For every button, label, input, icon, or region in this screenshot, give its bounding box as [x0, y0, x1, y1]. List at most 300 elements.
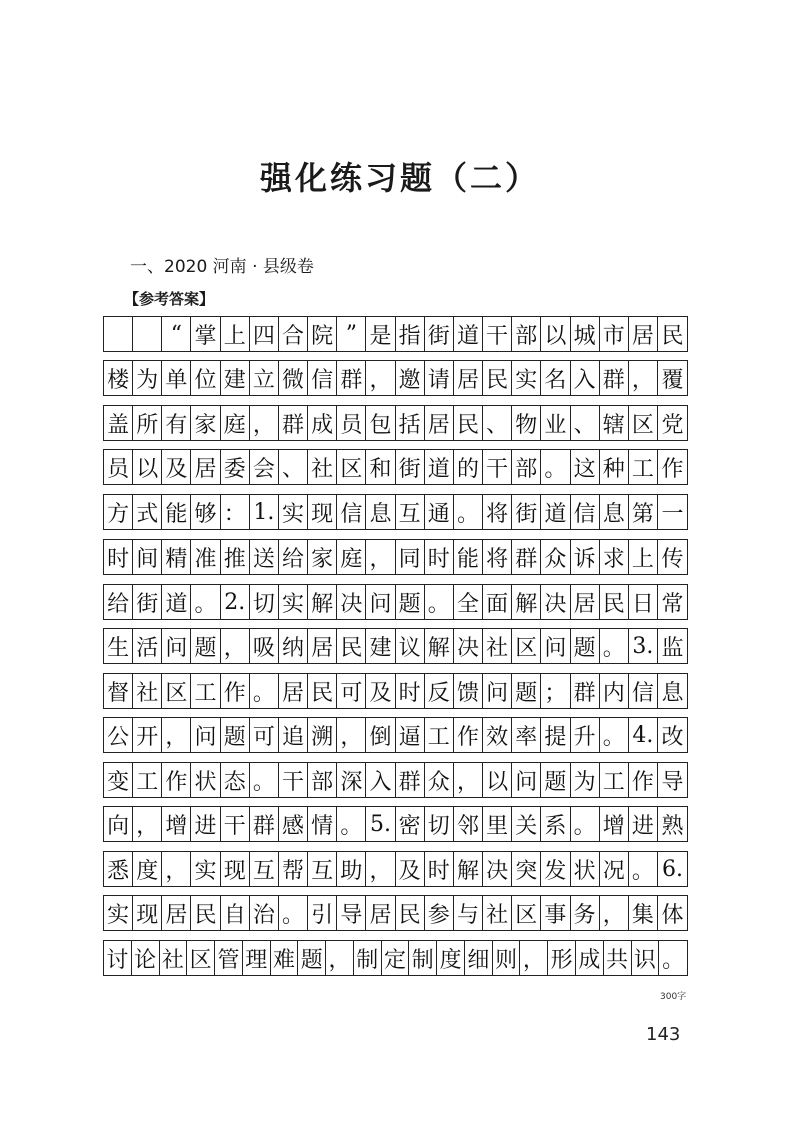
grid-cell: 居	[366, 896, 395, 930]
grid-cell: 及	[396, 852, 425, 886]
grid-cell: 率	[512, 718, 541, 752]
grid-cell: 论	[132, 941, 160, 975]
grid-cell: 信	[571, 495, 600, 529]
grid-cell: 够	[191, 495, 220, 529]
grid-cell: 括	[396, 406, 425, 440]
grid-cell: 民	[483, 361, 512, 395]
grid-cell: 准	[191, 540, 220, 574]
grid-cell: 民	[191, 896, 220, 930]
grid-cell: 邻	[454, 807, 483, 841]
grid-cell: 悉	[104, 852, 133, 886]
grid-cell: 以	[541, 317, 570, 351]
grid-cell: 常	[661, 591, 684, 617]
grid-cell: 工	[600, 763, 629, 797]
grid-cell: 题	[571, 629, 600, 663]
grid-cell: 请	[425, 361, 454, 395]
grid-cell: 追	[279, 718, 308, 752]
grid-cell: 讨	[104, 941, 132, 975]
grid-cell: 民	[396, 896, 425, 930]
grid-row	[103, 895, 688, 931]
grid-cell: 居	[191, 450, 220, 484]
grid-cell: 庭	[337, 540, 366, 574]
grid-cell: 街	[425, 317, 454, 351]
grid-cell: 居	[308, 629, 337, 663]
grid-cell: 工	[425, 718, 454, 752]
grid-cell: 诉	[571, 540, 600, 574]
grid-cell: 邀	[396, 361, 425, 395]
grid-cell: 居	[571, 585, 600, 619]
grid-cell: 通	[425, 495, 454, 529]
grid-cell: 这	[571, 450, 600, 484]
grid-cell: ：	[221, 495, 250, 529]
grid-cell: 名	[541, 361, 570, 395]
grid-cell: 会	[250, 450, 279, 484]
grid-cell: 以	[133, 450, 162, 484]
grid-cell: 区	[187, 941, 215, 975]
grid-cell: 。	[425, 585, 454, 619]
grid-cell: 决	[454, 629, 483, 663]
grid-cell: 现	[133, 896, 162, 930]
grid-cell: 传	[661, 546, 684, 572]
grid-cell: 部	[512, 450, 541, 484]
grid-row	[103, 539, 688, 575]
grid-cell: 增	[600, 807, 629, 841]
grid-cell: 作	[221, 674, 250, 708]
grid-cell: 社	[308, 450, 337, 484]
grid-cell: 增	[162, 807, 191, 841]
grid-cell	[133, 317, 162, 351]
grid-cell: 区	[162, 674, 191, 708]
grid-cell: 建	[221, 361, 250, 395]
grid-cell: 方	[104, 495, 133, 529]
grid-cell: 。	[600, 629, 629, 663]
grid-cell: 理	[243, 941, 271, 975]
grid-row	[103, 851, 688, 887]
grid-cell: 员	[104, 450, 133, 484]
grid-cell: 有	[162, 406, 191, 440]
grid-cell: 民	[337, 629, 366, 663]
grid-cell: 信	[629, 674, 658, 708]
grid-cell: 道	[454, 317, 483, 351]
grid-cell: 导	[337, 896, 366, 930]
grid-cell: 面	[483, 585, 512, 619]
grid-cell: 社	[133, 674, 162, 708]
grid-cell: 实	[191, 852, 220, 886]
grid-cell: 道	[541, 495, 570, 529]
grid-cell: 细	[465, 941, 493, 975]
grid-cell: 切	[250, 585, 279, 619]
grid-cell: 自	[221, 896, 250, 930]
grid-cell: 群	[396, 763, 425, 797]
grid-cell: 建	[366, 629, 395, 663]
grid-cell: 题	[396, 585, 425, 619]
grid-cell: 实	[279, 585, 308, 619]
grid-row	[103, 673, 688, 709]
grid-cell: 纳	[279, 629, 308, 663]
grid-cell: 作	[629, 763, 658, 797]
grid-cell: 度	[437, 941, 465, 975]
grid-cell: 道	[425, 450, 454, 484]
grid-cell: 感	[279, 807, 308, 841]
grid-row	[103, 360, 688, 396]
grid-cell: 决	[541, 585, 570, 619]
grid-cell: 监	[661, 635, 684, 661]
grid-cell: 问	[191, 718, 220, 752]
grid-cell: 4.	[629, 718, 658, 752]
grid-cell: 种	[600, 450, 629, 484]
grid-cell: 问	[366, 585, 395, 619]
grid-cell: 包	[366, 406, 395, 440]
grid-cell: 体	[661, 902, 684, 928]
grid-cell: ；	[541, 674, 570, 708]
grid-cell: 区	[512, 896, 541, 930]
grid-cell: 形	[548, 941, 576, 975]
grid-row	[103, 584, 688, 620]
grid-cell: 则	[493, 941, 521, 975]
grid-cell: ，	[250, 406, 279, 440]
grid-cell: 式	[133, 495, 162, 529]
grid-cell: 能	[454, 540, 483, 574]
grid-cell: 是	[366, 317, 395, 351]
grid-cell: 互	[308, 852, 337, 886]
grid-cell: ，	[133, 807, 162, 841]
grid-cell: 逼	[396, 718, 425, 752]
grid-cell: 众	[541, 540, 570, 574]
grid-cell: 情	[308, 807, 337, 841]
grid-cell: ，	[221, 629, 250, 663]
grid-cell: 楼	[104, 361, 133, 395]
grid-cell: 干	[221, 807, 250, 841]
grid-cell: 民	[661, 323, 684, 349]
grid-cell: 业	[541, 406, 570, 440]
grid-row	[103, 717, 688, 753]
grid-cell: 定	[382, 941, 410, 975]
grid-cell: 。	[250, 674, 279, 708]
grid-cell: 态	[221, 763, 250, 797]
grid-cell	[104, 317, 133, 351]
page-number: 143	[646, 1024, 681, 1045]
grid-cell: 实	[104, 896, 133, 930]
grid-cell: 指	[396, 317, 425, 351]
grid-cell: 街	[133, 585, 162, 619]
grid-cell: 馈	[454, 674, 483, 708]
grid-cell: 群	[512, 540, 541, 574]
grid-cell: 助	[337, 852, 366, 886]
grid-cell: 委	[221, 450, 250, 484]
grid-cell: 可	[337, 674, 366, 708]
grid-cell: ，	[600, 896, 629, 930]
grid-cell: 间	[133, 540, 162, 574]
grid-cell: 反	[425, 674, 454, 708]
grid-cell: 为	[133, 361, 162, 395]
grid-cell: 。	[454, 495, 483, 529]
grid-cell: 第	[629, 495, 658, 529]
grid-cell: 社	[160, 941, 188, 975]
grid-cell: 日	[629, 585, 658, 619]
grid-cell: 息	[366, 495, 395, 529]
grid-cell: 区	[512, 629, 541, 663]
grid-cell: 题	[512, 674, 541, 708]
grid-cell: ，	[366, 361, 395, 395]
grid-cell: 制	[409, 941, 437, 975]
grid-cell: 识	[632, 941, 660, 975]
grid-cell: 题	[298, 941, 326, 975]
grid-cell: 。	[250, 763, 279, 797]
grid-cell: 全	[454, 585, 483, 619]
grid-cell: 入	[571, 361, 600, 395]
grid-cell: 时	[425, 540, 454, 574]
grid-cell: 可	[250, 718, 279, 752]
grid-row	[103, 405, 688, 441]
grid-cell: 所	[133, 406, 162, 440]
grid-cell: 改	[661, 724, 684, 750]
grid-cell: 题	[221, 718, 250, 752]
grid-cell: 。	[279, 896, 308, 930]
grid-cell: 集	[629, 896, 658, 930]
grid-cell: 倒	[366, 718, 395, 752]
grid-cell: 1.	[250, 495, 279, 529]
grid-cell: 员	[337, 406, 366, 440]
grid-cell: 度	[133, 852, 162, 886]
grid-cell: 效	[483, 718, 512, 752]
grid-cell: 覆	[661, 367, 684, 393]
grid-cell: 。	[600, 718, 629, 752]
grid-cell: 成	[308, 406, 337, 440]
grid-cell: 社	[483, 629, 512, 663]
grid-cell: 将	[483, 495, 512, 529]
grid-cell: 2.	[221, 585, 250, 619]
grid-cell: 导	[661, 769, 684, 795]
grid-cell: 现	[308, 495, 337, 529]
grid-cell: 同	[396, 540, 425, 574]
grid-cell: 精	[162, 540, 191, 574]
grid-cell: ，	[162, 718, 191, 752]
grid-cell: 家	[191, 406, 220, 440]
answer-label: 【参考答案】	[124, 290, 215, 308]
grid-cell: 立	[250, 361, 279, 395]
grid-cell: 开	[133, 718, 162, 752]
grid-cell: 干	[483, 450, 512, 484]
grid-cell: 时	[104, 540, 133, 574]
grid-cell: 信	[337, 495, 366, 529]
grid-cell: ，	[162, 852, 191, 886]
grid-cell: ，	[337, 718, 366, 752]
grid-cell: 问	[541, 629, 570, 663]
grid-cell: 民	[600, 585, 629, 619]
grid-cell: 群	[337, 361, 366, 395]
grid-cell: 物	[512, 406, 541, 440]
grid-cell: 四	[250, 317, 279, 351]
grid-cell: 制	[354, 941, 382, 975]
grid-cell: 干	[279, 763, 308, 797]
grid-row	[103, 628, 688, 664]
grid-cell: 互	[396, 495, 425, 529]
section-heading: 一、2020 河南 · 县级卷	[130, 257, 314, 277]
grid-cell: 决	[483, 852, 512, 886]
grid-row	[103, 449, 688, 485]
grid-cell: 现	[221, 852, 250, 886]
grid-cell: 辖	[600, 406, 629, 440]
grid-cell: 群	[571, 674, 600, 708]
grid-row	[103, 316, 688, 352]
grid-cell: 难	[271, 941, 299, 975]
grid-cell: 市	[600, 317, 629, 351]
grid-cell: ，	[326, 941, 354, 975]
grid-cell: 生	[104, 629, 133, 663]
grid-cell: 内	[600, 674, 629, 708]
grid-cell: 给	[279, 540, 308, 574]
grid-cell: 部	[512, 317, 541, 351]
grid-cell: 盖	[104, 406, 133, 440]
grid-cell: 问	[483, 674, 512, 708]
grid-cell: 实	[279, 495, 308, 529]
grid-cell: 系	[541, 807, 570, 841]
grid-cell: ，	[629, 361, 658, 395]
grid-cell: 党	[661, 412, 684, 438]
grid-cell: 互	[250, 852, 279, 886]
grid-cell: 密	[396, 807, 425, 841]
grid-cell: 工	[629, 450, 658, 484]
grid-cell: 状	[571, 852, 600, 886]
grid-cell: “	[162, 317, 191, 351]
grid-cell: 解	[512, 585, 541, 619]
grid-cell: 微	[279, 361, 308, 395]
grid-cell: 深	[337, 763, 366, 797]
grid-cell: 干	[483, 317, 512, 351]
grid-cell: 众	[425, 763, 454, 797]
grid-cell: 推	[221, 540, 250, 574]
grid-cell: 议	[396, 629, 425, 663]
grid-cell: 群	[600, 361, 629, 395]
grid-cell: 里	[483, 807, 512, 841]
grid-cell: 解	[454, 852, 483, 886]
grid-cell: 居	[162, 896, 191, 930]
grid-cell: 突	[512, 852, 541, 886]
grid-cell: 民	[308, 674, 337, 708]
grid-cell: 单	[162, 361, 191, 395]
grid-cell: 能	[162, 495, 191, 529]
grid-cell: 、	[279, 450, 308, 484]
grid-cell: 问	[162, 629, 191, 663]
grid-cell: 提	[541, 718, 570, 752]
grid-cell: 况	[600, 852, 629, 886]
grid-cell: 引	[308, 896, 337, 930]
grid-cell: ”	[337, 317, 366, 351]
grid-cell: 。	[571, 807, 600, 841]
grid-cell: 共	[604, 941, 632, 975]
grid-cell: 解	[308, 585, 337, 619]
grid-cell: 变	[104, 763, 133, 797]
grid-cell: 民	[454, 406, 483, 440]
grid-cell: 居	[629, 317, 658, 351]
grid-cell: 社	[483, 896, 512, 930]
grid-row	[103, 940, 688, 976]
grid-cell: 居	[425, 406, 454, 440]
grid-cell: 居	[279, 674, 308, 708]
grid-cell: 作	[661, 456, 684, 482]
grid-cell: 求	[600, 540, 629, 574]
grid-cell: 作	[454, 718, 483, 752]
grid-cell: 庭	[221, 406, 250, 440]
grid-cell: 熟	[661, 813, 684, 839]
grid-cell: 入	[366, 763, 395, 797]
grid-cell: 问	[512, 763, 541, 797]
grid-cell: 、	[483, 406, 512, 440]
grid-cell: 6.	[662, 856, 684, 882]
grid-cell: 群	[250, 807, 279, 841]
grid-cell: 成	[576, 941, 604, 975]
grid-cell: 进	[629, 807, 658, 841]
grid-row	[103, 806, 688, 842]
grid-cell: 。	[191, 585, 220, 619]
grid-cell: 街	[396, 450, 425, 484]
grid-cell: 题	[191, 629, 220, 663]
grid-cell: 解	[425, 629, 454, 663]
grid-cell: 位	[191, 361, 220, 395]
grid-cell: ，	[366, 540, 395, 574]
grid-cell: 息	[600, 495, 629, 529]
grid-cell: 的	[454, 450, 483, 484]
grid-cell: 时	[396, 674, 425, 708]
grid-cell: 部	[308, 763, 337, 797]
grid-cell: 实	[512, 361, 541, 395]
grid-cell: 工	[133, 763, 162, 797]
grid-cell: 时	[425, 852, 454, 886]
grid-cell: 上	[629, 540, 658, 574]
grid-cell: 。	[662, 947, 685, 973]
grid-cell: 给	[104, 585, 133, 619]
grid-cell: 督	[104, 674, 133, 708]
grid-cell: 。	[541, 450, 570, 484]
grid-cell: 群	[279, 406, 308, 440]
grid-cell: 题	[541, 763, 570, 797]
grid-cell: 掌	[191, 317, 220, 351]
grid-cell: ，	[454, 763, 483, 797]
grid-cell: 管	[215, 941, 243, 975]
grid-cell: 参	[425, 896, 454, 930]
grid-cell: 一	[661, 501, 684, 527]
grid-cell: 溯	[308, 718, 337, 752]
grid-cell: 作	[162, 763, 191, 797]
grid-cell: 升	[571, 718, 600, 752]
grid-cell: 街	[512, 495, 541, 529]
grid-row	[103, 762, 688, 798]
page-title: 强化练习题（二）	[259, 159, 540, 197]
grid-cell: 道	[162, 585, 191, 619]
grid-cell: 区	[629, 406, 658, 440]
grid-cell: ，	[366, 852, 395, 886]
grid-cell: 及	[162, 450, 191, 484]
grid-cell: 向	[104, 807, 133, 841]
grid-cell: 院	[308, 317, 337, 351]
grid-cell: 和	[366, 450, 395, 484]
word-count: 300字	[660, 992, 687, 1002]
grid-cell: 活	[133, 629, 162, 663]
grid-cell: 与	[454, 896, 483, 930]
grid-cell: 为	[571, 763, 600, 797]
grid-cell: 以	[483, 763, 512, 797]
grid-cell: 公	[104, 718, 133, 752]
grid-cell: 家	[308, 540, 337, 574]
grid-cell: 。	[629, 852, 658, 886]
grid-cell: 居	[454, 361, 483, 395]
grid-cell: 。	[337, 807, 366, 841]
grid-cell: 送	[250, 540, 279, 574]
grid-cell: 治	[250, 896, 279, 930]
grid-cell: 息	[661, 680, 684, 706]
grid-cell: 5.	[366, 807, 395, 841]
grid-cell: 事	[541, 896, 570, 930]
